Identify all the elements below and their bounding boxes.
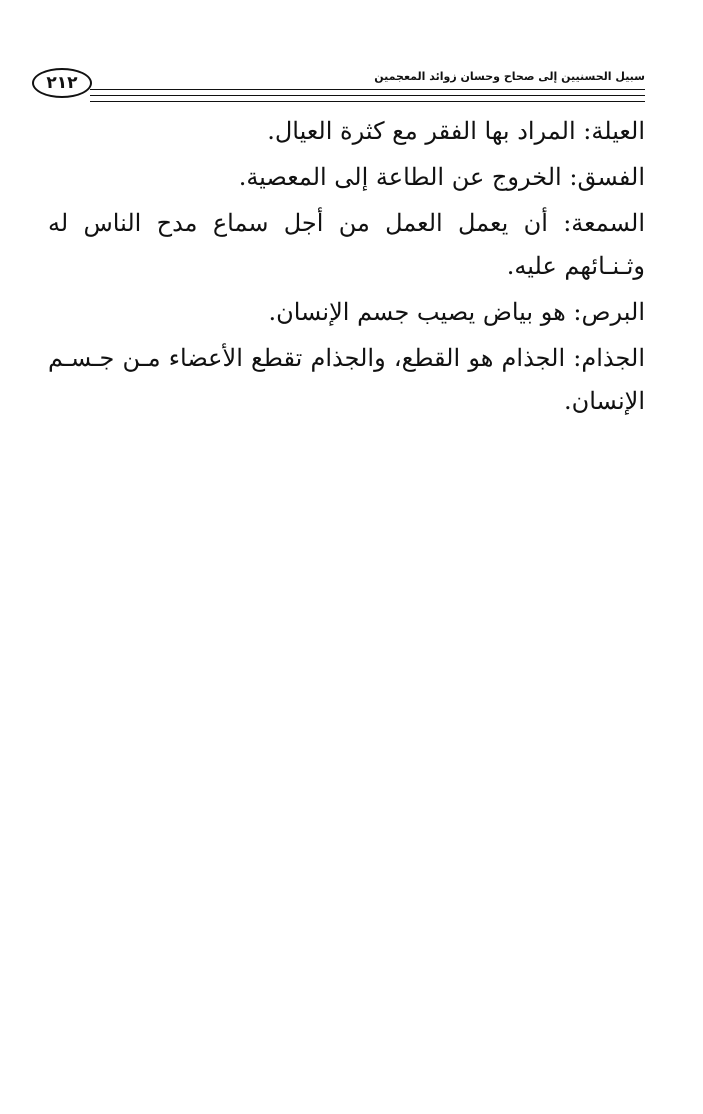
glossary-entry-al-judham: الجذام: الجذام هو القطع، والجذام تقطع الأعضاء مـن جـسـم الإنسان. xyxy=(48,344,646,415)
glossary-definition: الجذام هو القطع، والجذام تقطع الأعضاء مـن جـسـم الإنسان. xyxy=(48,344,645,415)
glossary-definition: هو بياض يصيب جسم الإنسان. xyxy=(268,298,566,326)
header-rule xyxy=(90,101,645,102)
glossary-entry-al-sumah: السمعة: أن يعمل العمل من أجل سماع مدح الناس له وثـنـائهم عليه. xyxy=(48,209,645,280)
page-number: ٢١٢ xyxy=(32,68,92,98)
running-title: سبيل الحسنيين إلى صحاح وحسان زوائد المعجمين xyxy=(374,70,645,83)
glossary-body xyxy=(48,110,645,426)
glossary-term: العيلة xyxy=(591,117,645,145)
glossary-definition: الخروج عن الطاعة إلى المعصية. xyxy=(238,163,562,191)
glossary-term: الفسق xyxy=(577,163,645,191)
glossary-definition: أن يعمل العمل من أجل سماع مدح الناس له وثـنـائهم عليه. xyxy=(48,209,645,280)
glossary-entry-al-baras: البرص: هو بياض يصيب جسم الإنسان. xyxy=(268,298,645,326)
header-rule xyxy=(90,89,645,90)
glossary-entry-al-fisq: الفسق: الخروج عن الطاعة إلى المعصية. xyxy=(238,163,645,191)
header-rule xyxy=(90,95,645,96)
glossary-term: البرص xyxy=(581,298,645,326)
glossary-definition: المراد بها الفقر مع كثرة العيال. xyxy=(267,117,576,145)
glossary-term: السمعة xyxy=(571,209,645,237)
glossary-entry-al-ayla: العيلة: المراد بها الفقر مع كثرة العيال. xyxy=(267,117,645,145)
glossary-term: الجذام xyxy=(581,344,646,372)
